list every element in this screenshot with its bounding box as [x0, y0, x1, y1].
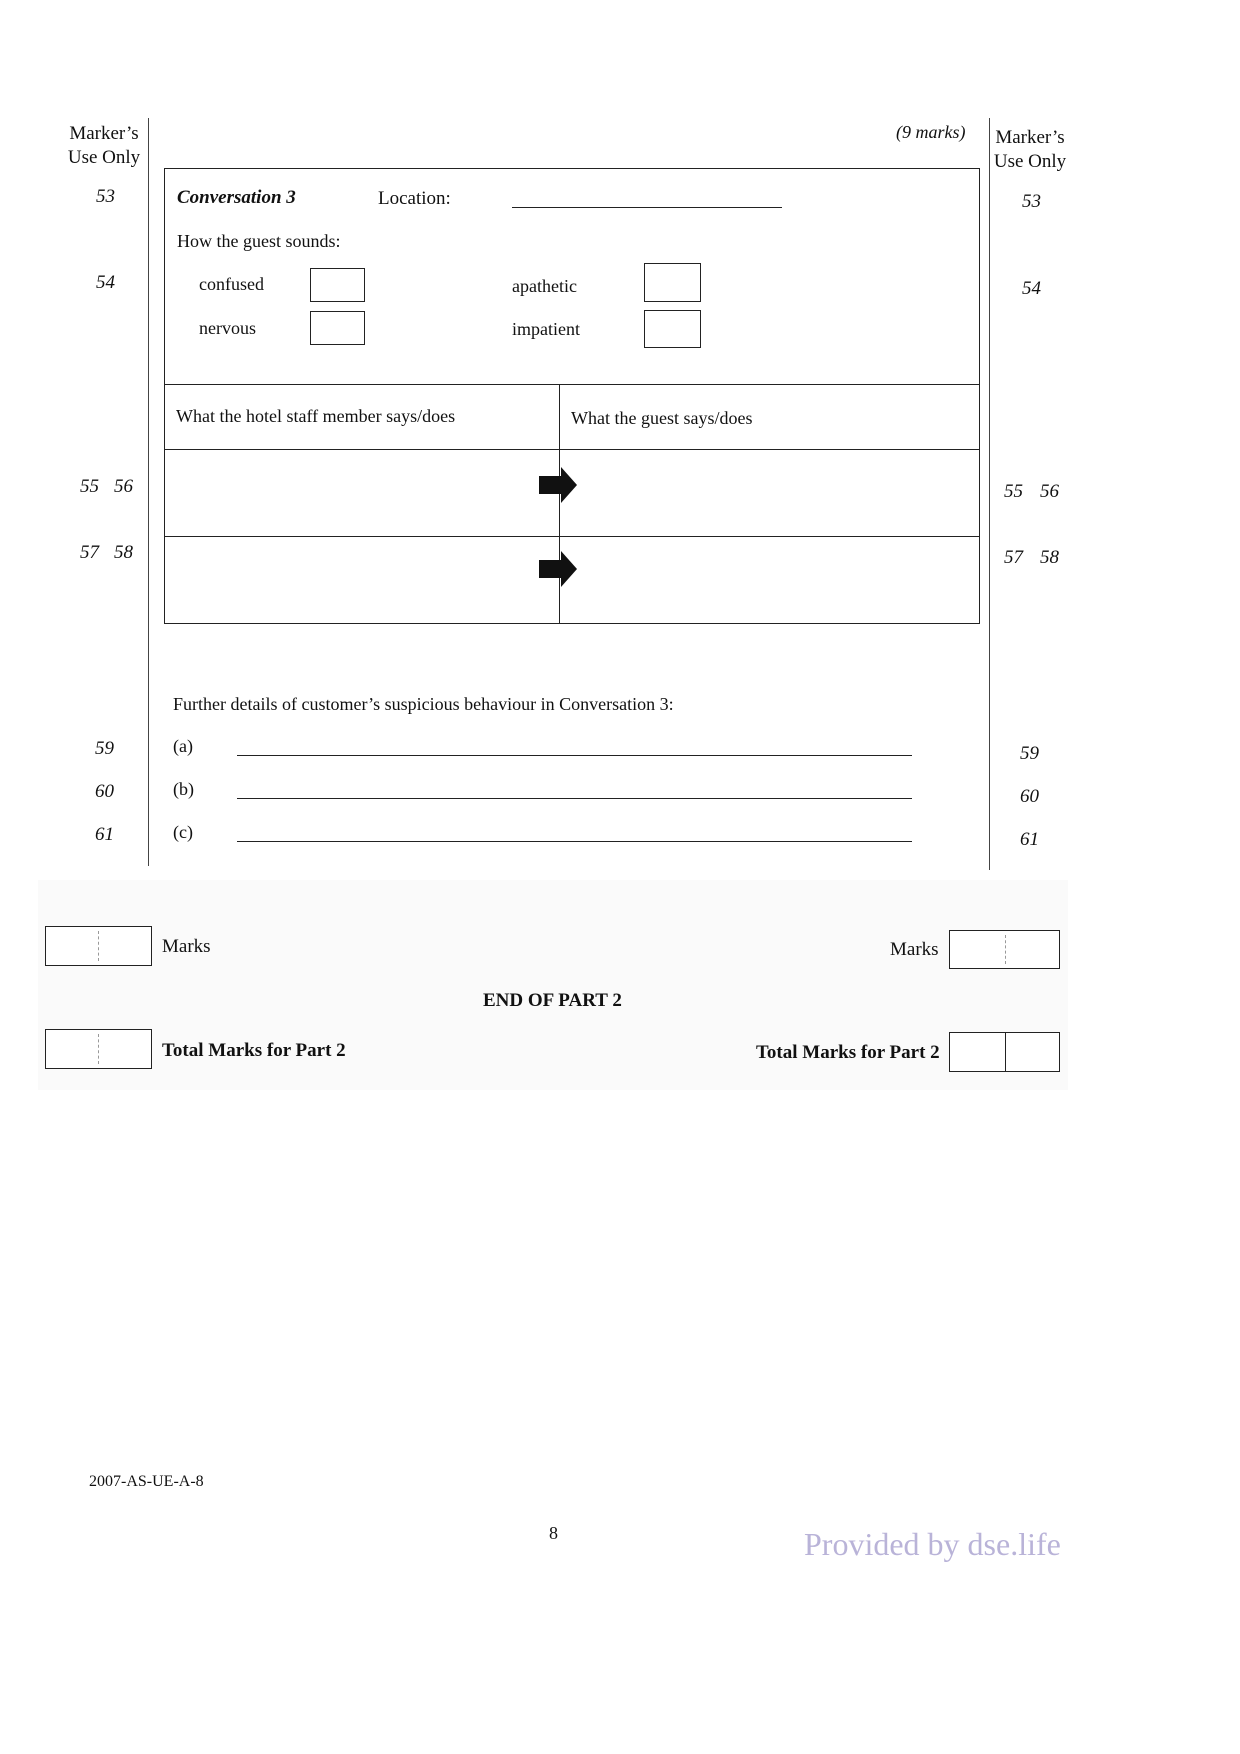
total-marks-label-right: Total Marks for Part 2 — [756, 1042, 940, 1063]
staff-response-cell-2[interactable] — [166, 538, 558, 622]
location-label: Location: — [378, 188, 451, 209]
marker-num-60-right: 60 — [1020, 786, 1039, 807]
marker-num-57-right: 57 — [1004, 547, 1023, 568]
paper-code: 2007-AS-UE-A-8 — [89, 1473, 204, 1490]
total-marks-box-left[interactable] — [45, 1029, 152, 1069]
right-arrow-icon — [539, 551, 577, 587]
staff-column-header: What the hotel staff member says/does — [176, 406, 456, 426]
table-row-rule — [164, 536, 980, 537]
marker-num-61-left: 61 — [95, 824, 114, 845]
left-margin-rule — [148, 118, 149, 866]
marker-num-60-left: 60 — [95, 781, 114, 802]
marker-num-59-left: 59 — [95, 738, 114, 759]
total-marks-box-right[interactable] — [949, 1032, 1060, 1072]
marker-num-57-left: 57 — [80, 542, 99, 563]
marker-num-58-left: 58 — [114, 542, 133, 563]
location-answer-line[interactable] — [512, 207, 782, 208]
option-nervous-label: nervous — [199, 318, 256, 338]
option-confused-label: confused — [199, 274, 264, 294]
right-margin-rule — [989, 118, 990, 870]
marks-label-left: Marks — [162, 936, 211, 957]
marker-num-54-left: 54 — [96, 272, 115, 293]
item-b-label: (b) — [173, 779, 194, 799]
table-header-rule — [164, 449, 980, 450]
marker-num-56-left: 56 — [114, 476, 133, 497]
further-details-label: Further details of customer’s suspicious behaviour in Conversation 3: — [173, 694, 674, 714]
marks-box-right[interactable] — [949, 930, 1060, 969]
guest-sounds-label: How the guest sounds: — [177, 231, 341, 251]
marker-num-54-right: 54 — [1022, 278, 1041, 299]
checkbox-apathetic[interactable] — [644, 263, 701, 302]
page-number: 8 — [549, 1523, 558, 1543]
total-marks-label-left: Total Marks for Part 2 — [162, 1040, 346, 1061]
option-apathetic-label: apathetic — [512, 276, 577, 296]
marker-use-heading-left: Marker’s Use Only — [67, 123, 141, 168]
marks-label-right: Marks — [890, 939, 939, 960]
marks-box-left[interactable] — [45, 926, 152, 966]
end-of-part-heading: END OF PART 2 — [483, 990, 622, 1011]
answer-line-b[interactable] — [237, 798, 912, 799]
table-top-rule — [164, 384, 980, 385]
checkbox-nervous[interactable] — [310, 311, 365, 345]
marker-num-55-left: 55 — [80, 476, 99, 497]
marker-num-53-right: 53 — [1022, 191, 1041, 212]
marker-num-56-right: 56 — [1040, 481, 1059, 502]
guest-response-cell-2[interactable] — [561, 538, 978, 622]
guest-column-header: What the guest says/does — [571, 408, 753, 428]
right-arrow-icon — [539, 467, 577, 503]
checkbox-confused[interactable] — [310, 268, 365, 302]
guest-response-cell-1[interactable] — [561, 451, 978, 535]
staff-response-cell-1[interactable] — [166, 451, 558, 535]
answer-line-c[interactable] — [237, 841, 912, 842]
answer-line-a[interactable] — [237, 755, 912, 756]
marker-num-53-left: 53 — [96, 186, 115, 207]
marker-num-55-right: 55 — [1004, 481, 1023, 502]
watermark: Provided by dse.life — [804, 1526, 1061, 1562]
marker-num-58-right: 58 — [1040, 547, 1059, 568]
item-a-label: (a) — [173, 736, 193, 756]
marker-use-heading-right: Marker’s Use Only — [993, 127, 1067, 172]
item-c-label: (c) — [173, 822, 193, 842]
option-impatient-label: impatient — [512, 319, 580, 339]
marker-num-61-right: 61 — [1020, 829, 1039, 850]
table-column-divider — [559, 384, 560, 624]
conversation-title: Conversation 3 — [177, 187, 296, 208]
marks-allocation: (9 marks) — [896, 122, 966, 142]
marker-num-59-right: 59 — [1020, 743, 1039, 764]
checkbox-impatient[interactable] — [644, 310, 701, 348]
